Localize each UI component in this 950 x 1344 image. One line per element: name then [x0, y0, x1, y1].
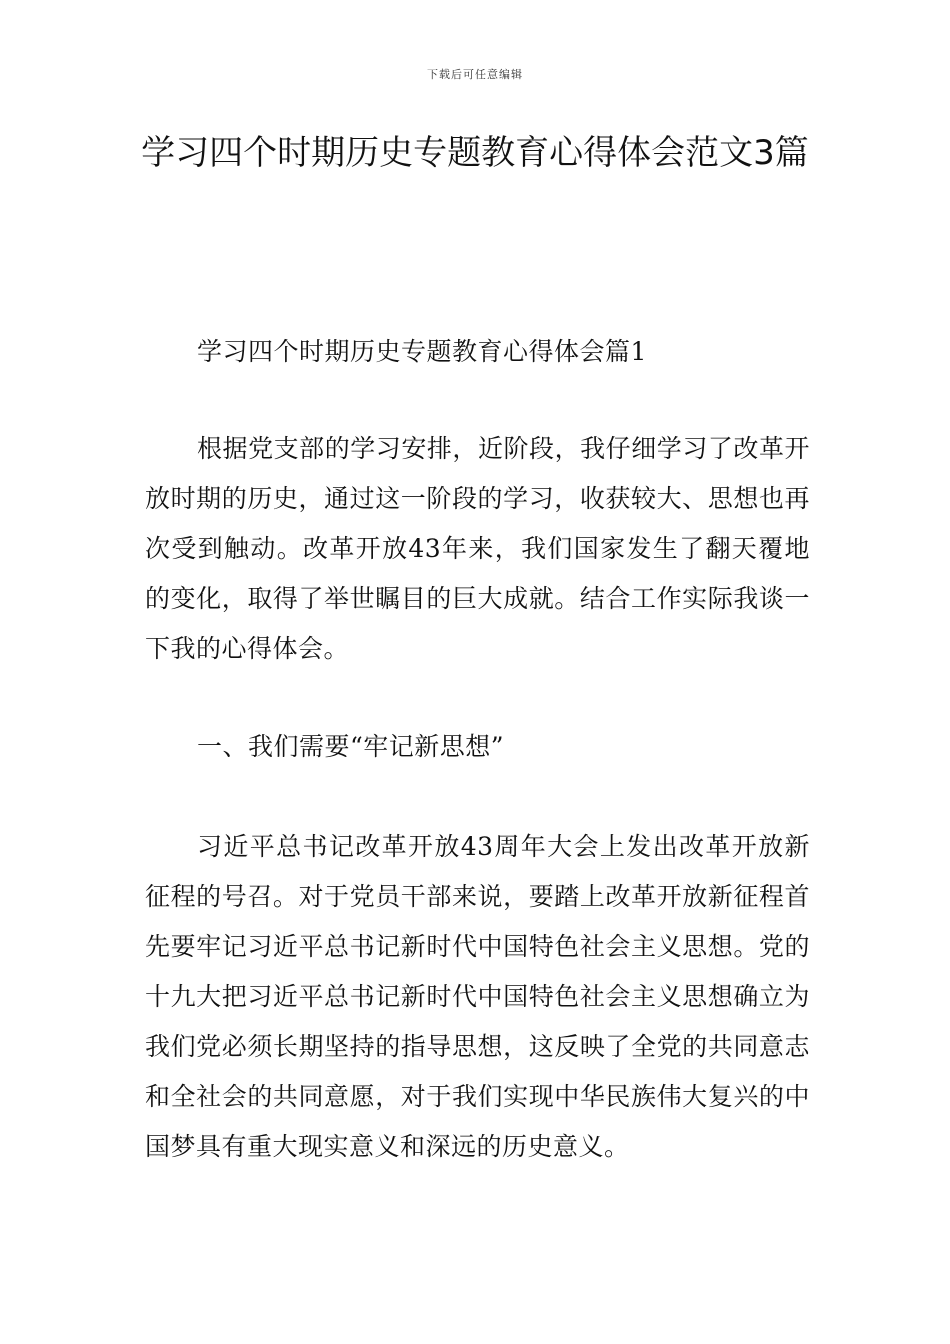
document-title: 学习四个时期历史专题教育心得体会范文3篇	[141, 133, 809, 173]
section-heading: 学习四个时期历史专题教育心得体会篇1	[197, 337, 647, 366]
section-heading: 一、我们需要“牢记新思想”	[197, 732, 505, 761]
header-note: 下载后可任意编辑	[427, 68, 523, 81]
body-paragraph: 习近平总书记改革开放43周年大会上发出改革开放新征程的号召。对于党员干部来说，要踏上改革开放新征程首先要牢记习近平总书记新时代中国特色社会主义思想。党的十九大把习近平总书记新时代中国特色社会主义思想确立为我们党必须长期坚持的指导思想，这反映了全党的共同意志和全社会的共同意愿，对于我们实现中华民族伟大复兴的中国梦具有重大现实意义和深远的历史意义。	[145, 832, 810, 1161]
body-paragraph: 根据党支部的学习安排，近阶段，我仔细学习了改革开放时期的历史，通过这一阶段的学习，收获较大、思想也再次受到触动。改革开放43年来，我们国家发生了翻天覆地的变化，取得了举世瞩目的巨大成就。结合工作实际我谈一下我的心得体会。	[145, 434, 810, 663]
